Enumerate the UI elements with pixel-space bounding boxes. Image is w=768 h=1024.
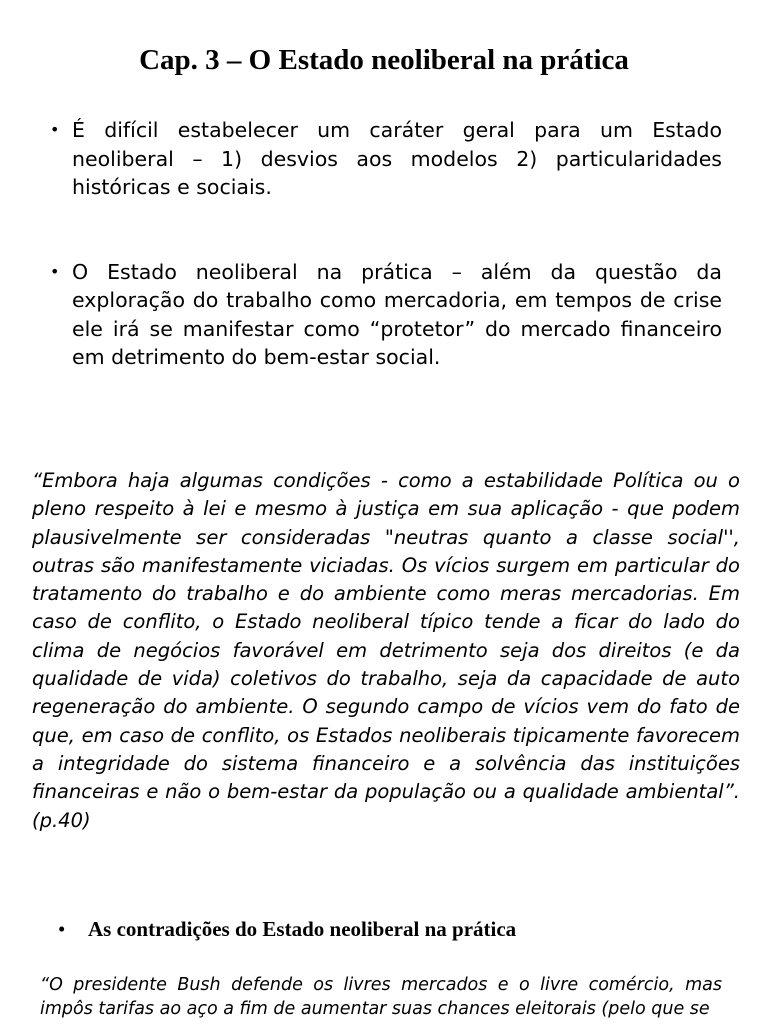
bullet-text: É difícil estabelecer um caráter geral para um Estado neoliberal – 1) desvios aos modelos 2) particularidades históricas e sociais. xyxy=(72,118,722,199)
bullet-icon: • xyxy=(58,917,66,941)
page-title: Cap. 3 – O Estado neoliberal na prática xyxy=(139,44,629,76)
quote-paragraph: “Embora haja algumas condições - como a estabilidade Política ou o pleno respeito à lei e mesmo à justiça em sua aplicação - que podem plausivelmente ser consideradas "neutras quanto a classe social'', outras são manifestamente viciadas. Os vícios surgem em particular do tratamento do trabalho e do ambiente como meras mercadorias. Em caso de conflito, o Estado neoliberal típico tende a ficar do lado do clima de negócios favorável em detrimento seja dos direitos (e da qualidade de vida) coletivos do trabalho, seja da capacidade de auto regeneração do ambiente. O segundo campo de vícios vem do fato de que, em caso de conflito, os Estados neoliberais tipicamente favorecem a integridade do sistema financeiro e a solvência das instituições financeiras e não o bem-estar da população ou a qualidade ambiental”. (p.40) xyxy=(32,469,740,832)
bullet-icon: • xyxy=(50,120,60,139)
bullet-item xyxy=(50,258,722,372)
bullet-text: O Estado neoliberal na prática – além da questão da exploração do trabalho como mercadoria, em tempos de crise ele irá se manifestar como “protetor” do mercado financeiro em detrimento do bem-estar social. xyxy=(72,259,722,369)
bullet-list xyxy=(50,116,722,372)
section-heading-text: As contradições do Estado neoliberal na prática xyxy=(88,917,517,941)
bullet-icon: • xyxy=(50,261,60,281)
quote-paragraph-2: “O presidente Bush defende os livres mercados e o livre comércio, mas impôs tarifas ao aço a fim de aumentar suas chances eleitorais (pelo que se xyxy=(40,975,722,1019)
bullet-item xyxy=(50,116,722,202)
section-heading xyxy=(58,914,738,944)
